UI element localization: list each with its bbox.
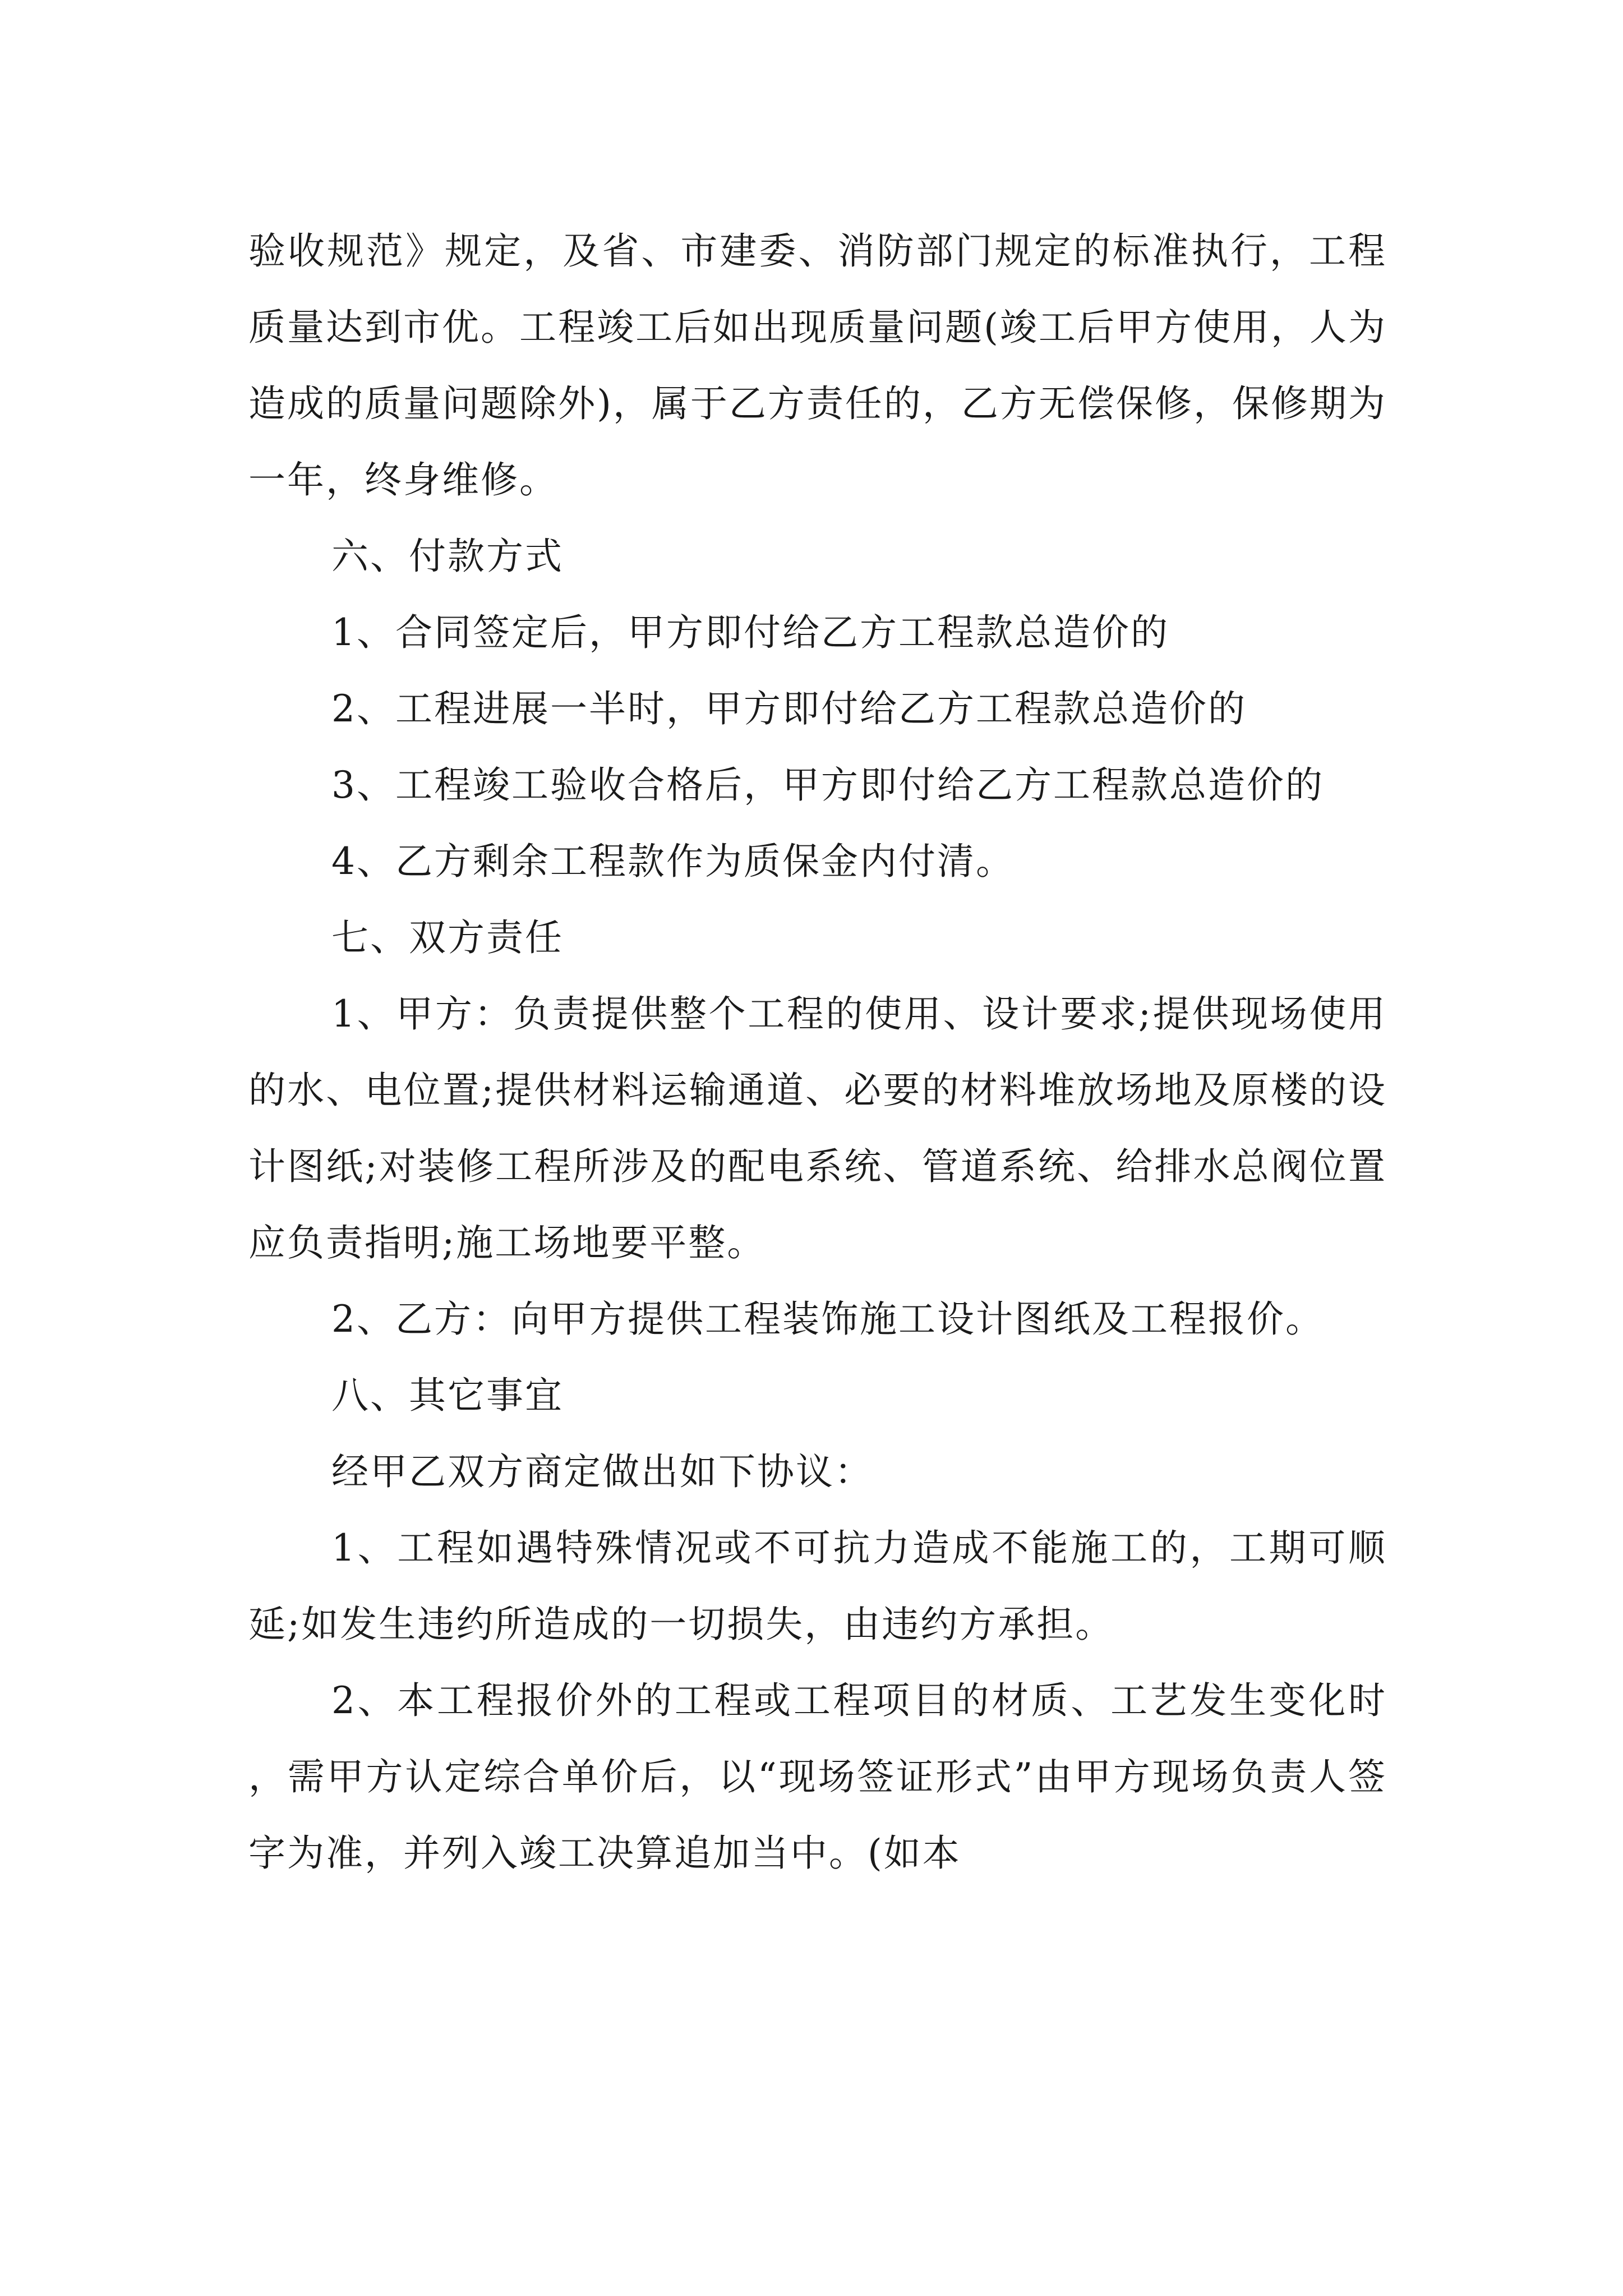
responsibility-party-b: 2、乙方：向甲方提供工程装饰施工设计图纸及工程报价。 [331, 1297, 1324, 1341]
payment-item-3: 3、工程竣工验收合格后，甲方即付给乙方工程款总造价的 [331, 763, 1324, 807]
agreement-intro: 经甲乙双方商定做出如下协议： [331, 1450, 873, 1493]
payment-item-2: 2、工程进展一半时，甲方即付给乙方工程款总造价的 [331, 687, 1247, 730]
heading-payment-method: 六、付款方式 [331, 535, 564, 578]
responsibility-party-a: 1、甲方：负责提供整个工程的使用、设计要求;提供现场使用的水、电位置;提供材料运输通道、必要的材料堆放场地及原楼的设计图纸;对装修工程所涉及的配电系统、管道系统、给排水总阀位置应负责指明;施工场地要平整。 [248, 992, 1387, 1264]
heading-other-matters: 八、其它事宜 [331, 1374, 564, 1417]
agreement-item-1: 1、工程如遇特殊情况或不可抗力造成不能施工的，工期可顺延;如发生违约所造成的一切损失，由违约方承担。 [248, 1526, 1387, 1646]
heading-responsibilities: 七、双方责任 [331, 916, 564, 959]
payment-item-1: 1、合同签定后，甲方即付给乙方工程款总造价的 [331, 611, 1169, 654]
payment-item-4: 4、乙方剩余工程款作为质保金内付清。 [331, 840, 1015, 883]
agreement-item-2: 2、本工程报价外的工程或工程项目的材质、工艺发生变化时，需甲方认定综合单价后，以“现场签证形式”由甲方现场负责人签字为准，并列入竣工决算追加当中。(如本 [248, 1679, 1387, 1875]
document-body [248, 213, 1387, 1892]
paragraph-quality-standard: 验收规范》规定，及省、市建委、消防部门规定的标准执行，工程质量达到市优。工程竣工后如出现质量问题(竣工后甲方使用，人为造成的质量问题除外)，属于乙方责任的，乙方无偿保修，保修期为一年，终身维修。 [248, 229, 1387, 501]
